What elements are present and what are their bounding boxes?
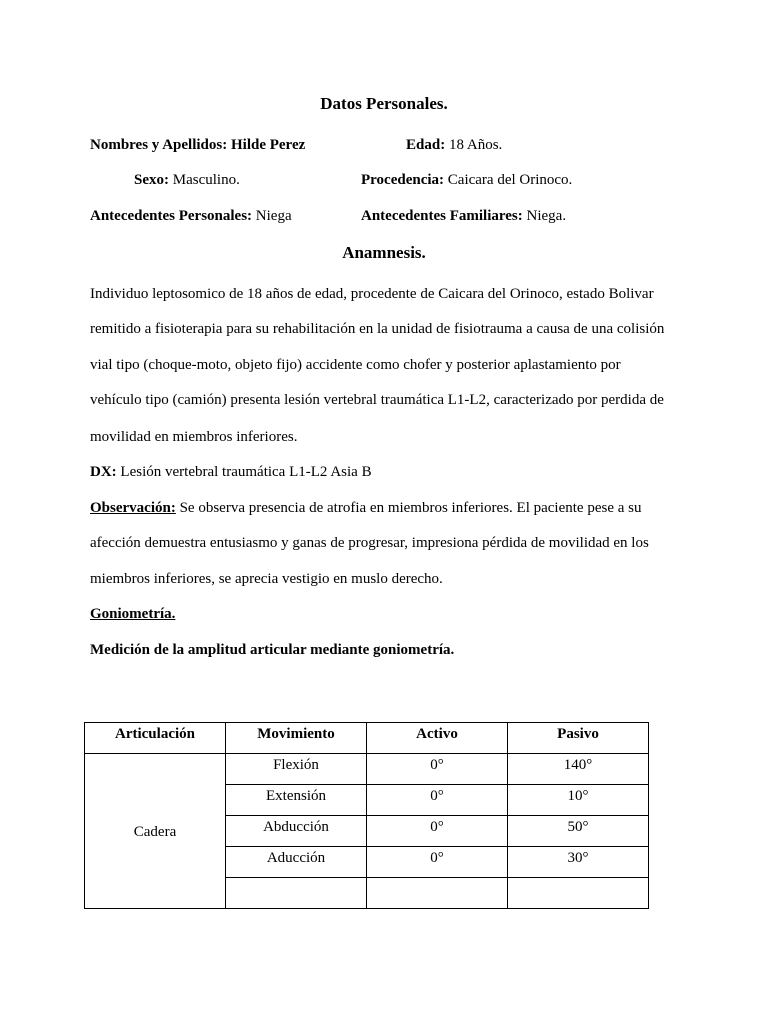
anamnesis-line: Individuo leptosomico de 18 años de edad, procedente de Caicara del Orinoco, estado Bolivar [90, 286, 654, 302]
observation-text: Se observa presencia de atrofia en miembros inferiores. El paciente pese a su [179, 500, 642, 516]
movement-cell: Abducción [226, 816, 367, 847]
passive-cell: 10° [508, 785, 649, 816]
name-label: Nombres y Apellidos: [90, 137, 228, 153]
anamnesis-line: remitido a fisioterapia para su rehabilitación en la unidad de fisiotrauma a causa de una colisión [90, 321, 665, 337]
passive-cell: 140° [508, 754, 649, 785]
observation-line: afección demuestra entusiasmo y ganas de progresar, impresiona pérdida de movilidad en los [90, 535, 649, 551]
goniometry-table [84, 722, 649, 909]
active-cell: 0° [367, 847, 508, 878]
name-value: Hilde Perez [230, 137, 306, 153]
table-header-row [85, 723, 649, 754]
header-joint: Articulación [85, 723, 226, 754]
active-cell: 0° [367, 785, 508, 816]
movement-cell: Aducción [226, 847, 367, 878]
field-origin [361, 171, 572, 189]
goniometry-subtitle: Medición de la amplitud articular mediante goniometría. [90, 642, 455, 658]
goniometry-heading: Goniometría. [90, 606, 176, 622]
passive-cell: 30° [508, 847, 649, 878]
active-cell: 0° [367, 754, 508, 785]
personal-history-value: Niega [255, 208, 292, 224]
diagnosis [90, 463, 680, 481]
family-history-value: Niega. [526, 208, 567, 224]
active-cell-empty [367, 878, 508, 909]
anamnesis-line: vial tipo (choque-moto, objeto fijo) accidente como chofer y posterior aplastamiento por [90, 357, 621, 373]
field-name [90, 136, 305, 154]
field-sex [134, 171, 240, 189]
observation-line: miembros inferiores, se aprecia vestigio en muslo derecho. [90, 571, 443, 587]
sex-value: Masculino. [172, 172, 240, 188]
origin-value: Caicara del Orinoco. [447, 172, 573, 188]
heading-personal-data: Datos Personales. [320, 94, 448, 113]
field-personal-history [90, 207, 292, 225]
dx-value: Lesión vertebral traumática L1-L2 Asia B [120, 464, 372, 480]
anamnesis-line: movilidad en miembros inferiores. [90, 429, 298, 445]
passive-cell: 50° [508, 816, 649, 847]
joint-cell: Cadera [85, 754, 226, 909]
family-history-label: Antecedentes Familiares: [361, 208, 523, 224]
header-movement: Movimiento [226, 723, 367, 754]
active-cell: 0° [367, 816, 508, 847]
observation-line [90, 499, 680, 517]
passive-cell-empty [508, 878, 649, 909]
origin-label: Procedencia: [361, 172, 445, 188]
sex-label: Sexo: [134, 172, 169, 188]
movement-cell: Flexión [226, 754, 367, 785]
personal-history-label: Antecedentes Personales: [90, 208, 253, 224]
observation-label: Observación: [90, 500, 176, 516]
movement-cell: Extensión [226, 785, 367, 816]
age-value: 18 Años. [448, 137, 503, 153]
movement-cell-empty [226, 878, 367, 909]
field-age [406, 136, 502, 154]
dx-label: DX: [90, 464, 117, 480]
age-label: Edad: [406, 137, 446, 153]
table-row [85, 754, 649, 785]
heading-anamnesis: Anamnesis. [342, 243, 426, 262]
field-family-history [361, 207, 566, 225]
header-active: Activo [367, 723, 508, 754]
anamnesis-line: vehículo tipo (camión) presenta lesión vertebral traumática L1-L2, caracterizado por perdida de [90, 392, 664, 408]
header-passive: Pasivo [508, 723, 649, 754]
